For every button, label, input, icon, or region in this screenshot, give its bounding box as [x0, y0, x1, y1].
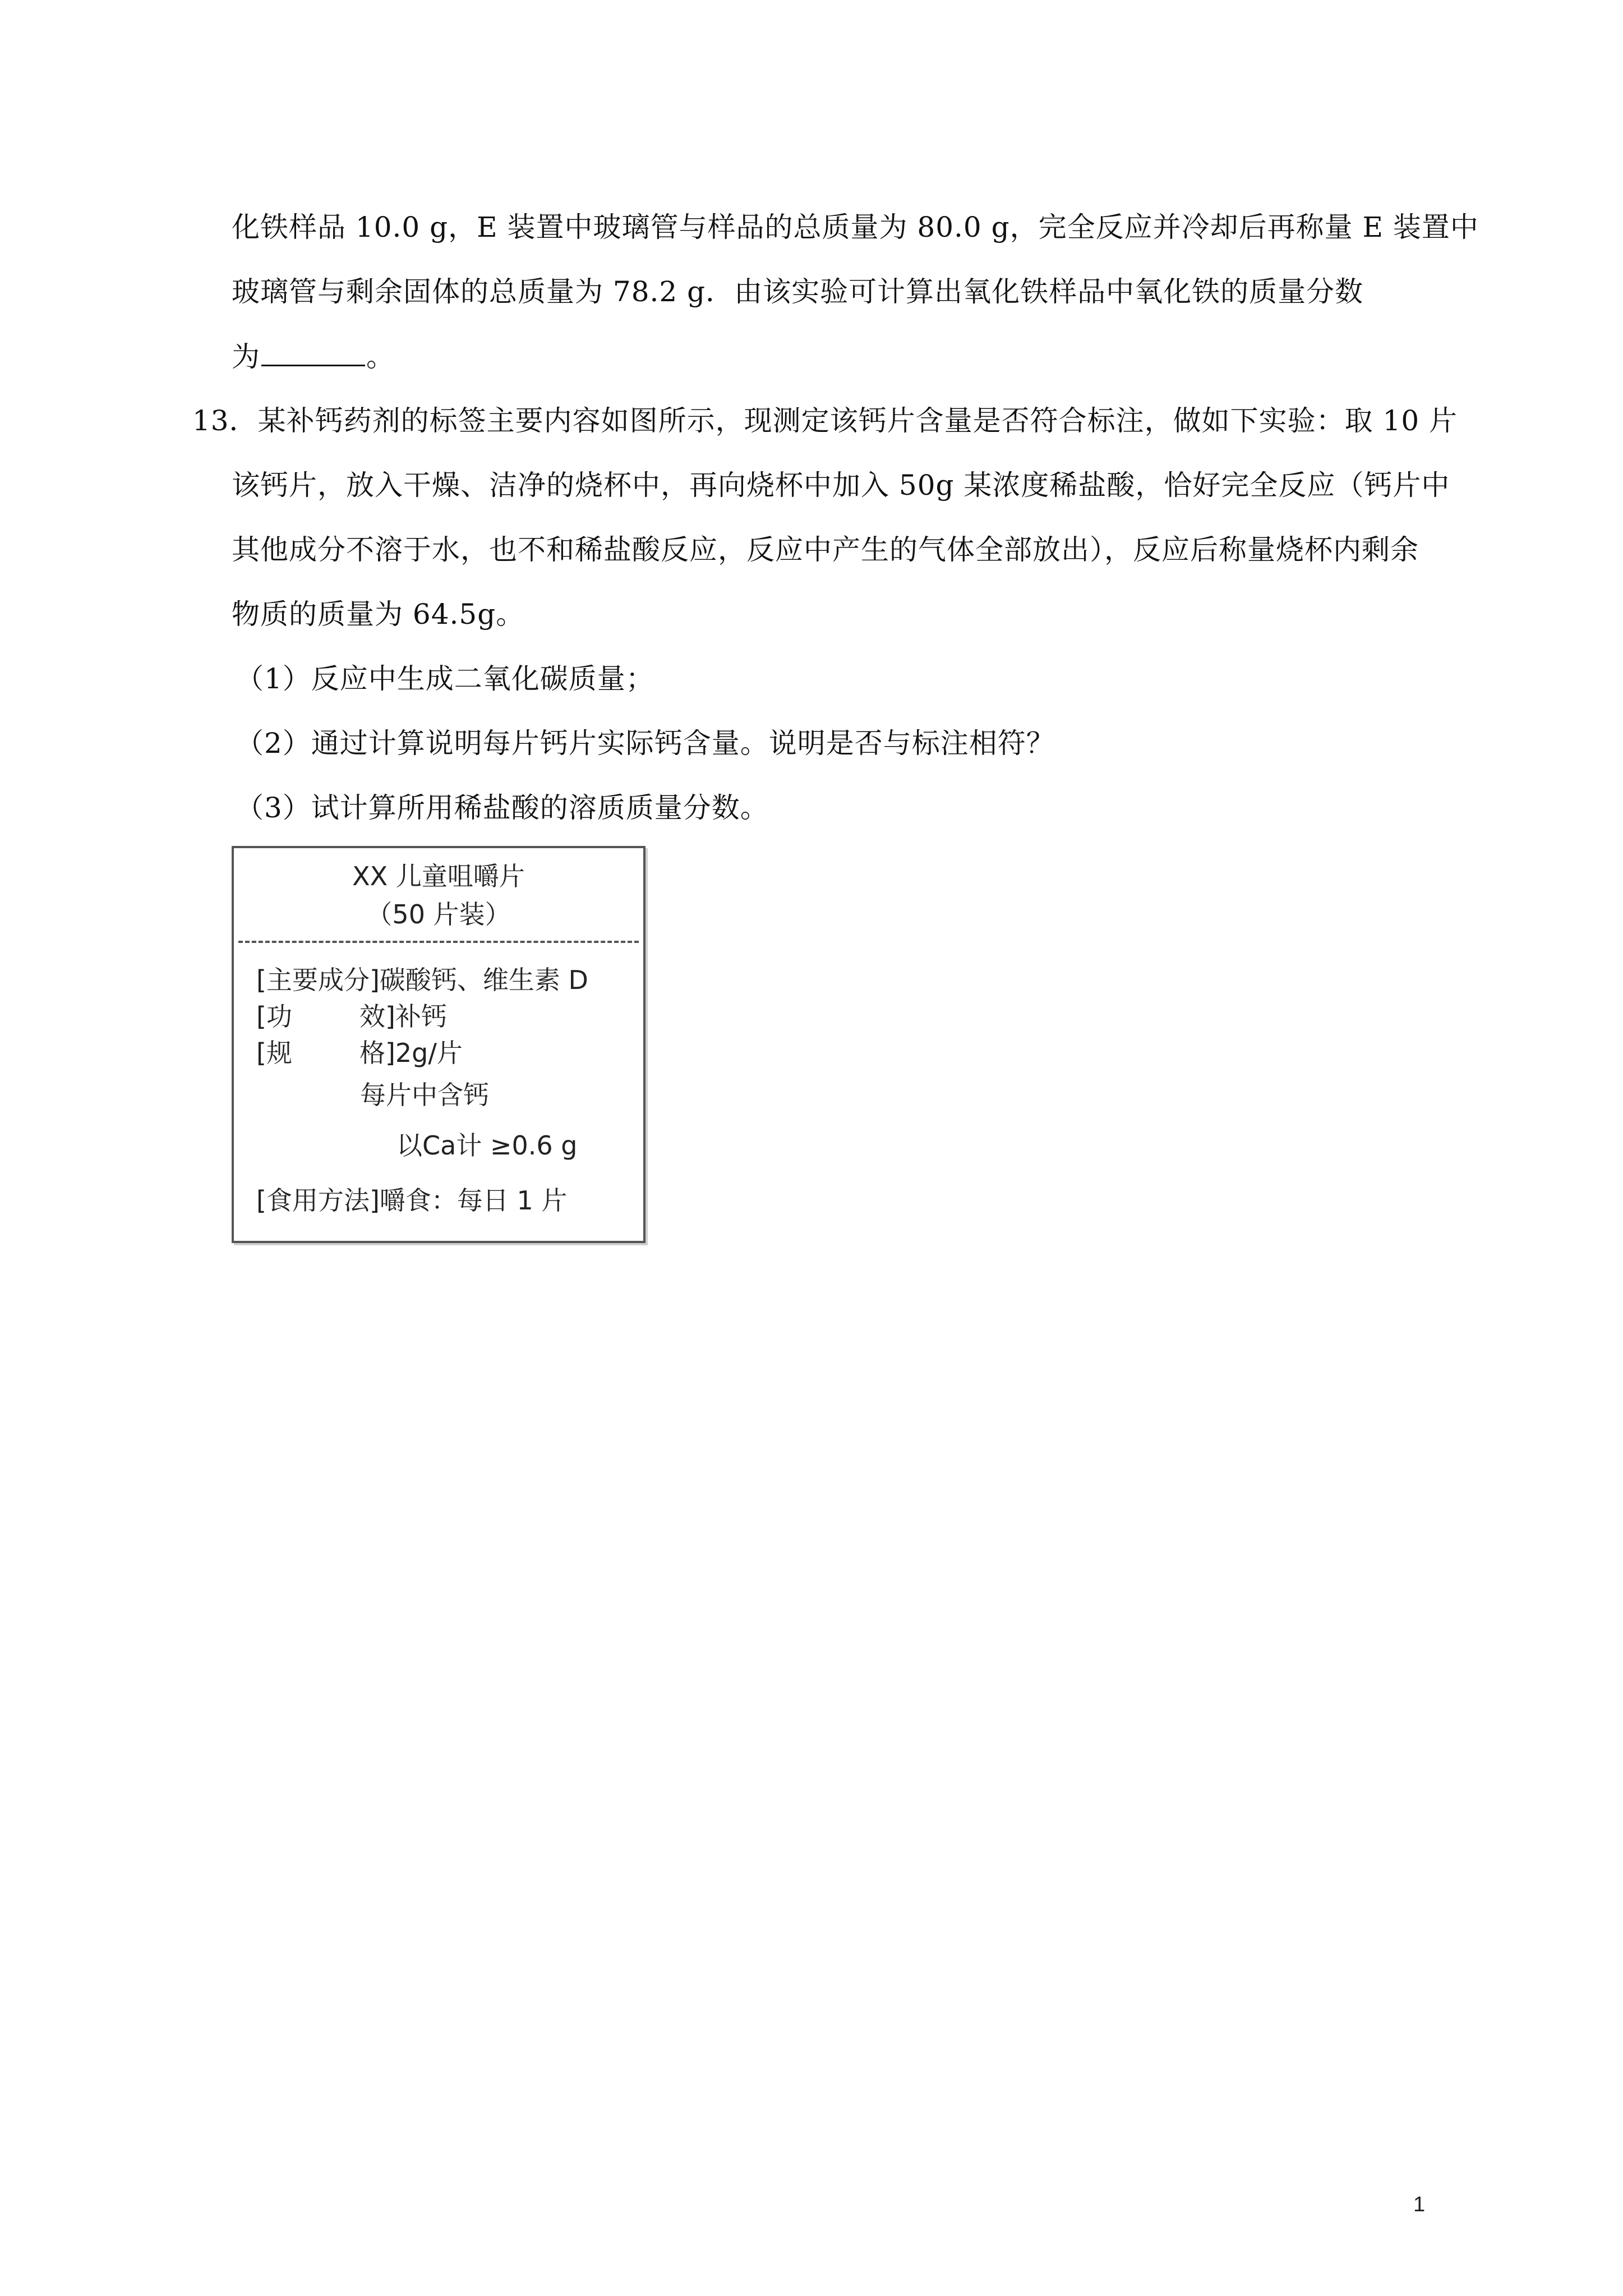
ingredients-value: 碳酸钙、维生素 D	[379, 965, 588, 995]
continuation-line-2: 玻璃管与剩余固体的总质量为 78.2 g．由该实验可计算出氧化铁样品中氧化铁的质量分数	[232, 275, 1364, 308]
label-calcium-line-1: 每片中含钙	[360, 1080, 489, 1110]
ingredients-key: [主要成分]	[256, 965, 380, 995]
label-effect-row	[256, 1000, 447, 1033]
label-title: XX 儿童咀嚼片	[352, 861, 525, 891]
effect-key-b: 效]	[359, 1001, 395, 1032]
label-subtitle: （50 片装）	[366, 899, 511, 930]
supplement-label-image	[232, 846, 645, 1243]
page-number: 1	[1413, 2193, 1426, 2216]
label-usage-row	[256, 1184, 567, 1217]
question-text-1: 某补钙药剂的标签主要内容如图所示，现测定该钙片含量是否符合标注，做如下实验：取 10 片	[257, 404, 1458, 437]
question-13-line-2: 该钙片，放入干燥、洁净的烧杯中，再向烧杯中加入 50g 某浓度稀盐酸，恰好完全反应（钙片中	[232, 469, 1450, 501]
question-13-line-1	[192, 401, 1458, 440]
spec-key-b: 格]	[359, 1038, 395, 1068]
sub-question-1: （1）反应中生成二氧化碳质量；	[236, 662, 654, 695]
question-13-line-4: 物质的质量为 64.5g。	[232, 598, 525, 631]
label-spec-row	[256, 1036, 463, 1070]
question-number: 13．	[192, 404, 258, 437]
spec-key-a: [规	[256, 1038, 292, 1068]
dashed-divider	[238, 941, 639, 943]
continuation-line-3	[232, 337, 395, 376]
spec-value: 2g/片	[395, 1038, 463, 1068]
sub-question-3: （3）试计算所用稀盐酸的溶质质量分数。	[236, 792, 769, 824]
effect-key-a: [功	[256, 1001, 292, 1032]
usage-value: 嚼食：每日 1 片	[379, 1185, 568, 1216]
continuation-suffix: 。	[366, 341, 395, 373]
label-ingredients-row	[256, 963, 588, 997]
continuation-prefix: 为	[232, 341, 260, 373]
answer-blank[interactable]	[261, 337, 365, 366]
effect-value: 补钙	[395, 1001, 447, 1032]
sub-question-2: （2）通过计算说明每片钙片实际钙含量。说明是否与标注相符？	[236, 727, 1055, 760]
label-calcium-line-2: 以Ca计 ≥0.6 g	[396, 1130, 578, 1161]
usage-key: [食用方法]	[256, 1185, 380, 1216]
question-13-line-3: 其他成分不溶于水，也不和稀盐酸反应，反应中产生的气体全部放出），反应后称量烧杯内剩余	[232, 533, 1419, 566]
continuation-line-1: 化铁样品 10.0 g，E 装置中玻璃管与样品的总质量为 80.0 g，完全反应并冷却后再称量 E 装置中	[232, 211, 1479, 243]
